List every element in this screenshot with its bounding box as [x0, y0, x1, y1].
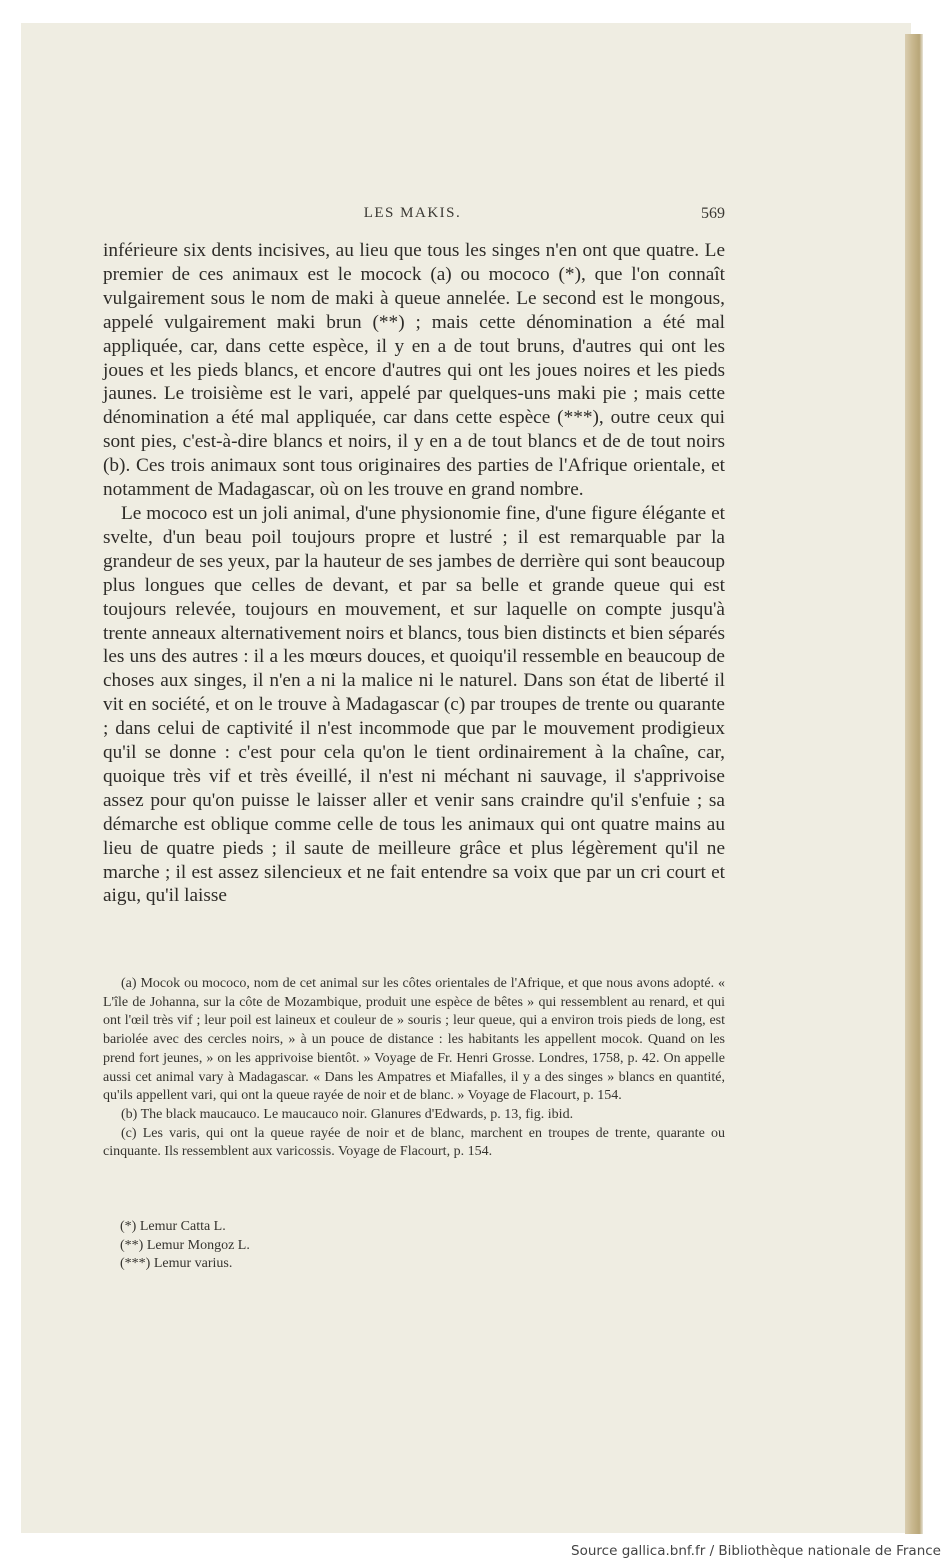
running-head [100, 205, 725, 225]
running-title: LES MAKIS. [363, 205, 462, 221]
synonym-note: (**) Lemur Mongoz L. [120, 1237, 250, 1253]
footnote-a: (a) Mocok ou mococo, nom de cet animal sur les côtes orientales de l'Afrique, et que nous avons adopté. « L'île de Johanna, sur la côte de Mozambique, produit une espèce de bêtes » qui ressemblent au renard, et qui ont l'œil très vif ; leur poil est laineux et couleur de » souris ; leur queue, qui a environ trois pieds de long, est bariolée avec des cercles noirs, » à un pouce de distance : les habitants les appellent mocok. Quand on les prend fort jeunes, » on les apprivoise bientôt. » Voyage de Fr. Henri Grosse. Londres, 1758, p. 42. On appelle aussi cet animal vary à Madagascar. « Dans les Ampatres et Miafalles, il y a des singes » blancs en quantité, qu'ils appellent vari, qui ont la queue rayée de noir et de blanc. » Voyage de Flacourt, p. 154. [103, 976, 725, 1104]
page-edge [905, 34, 923, 1534]
paragraph: Le mococo est un joli animal, d'une physionomie fine, d'une figure élégante et svelte, d'un beau poil toujours propre et lustré ; il est remarquable par la grandeur de ses yeux, par la hauteur de ses jambes de derrière qui sont beaucoup plus longues que celles de devant, et par sa belle et grande queue qui est toujours relevée, toujours en mouvement, et sur laquelle on compte jusqu'à trente anneaux alternativement noirs et blancs, tous bien distincts et bien séparés les uns des autres : il a les mœurs douces, et quoiqu'il ressemble en beaucoup de choses aux singes, il n'en a ni la malice ni le naturel. Dans son état de liberté il vit en société, et on le trouve à Madagascar (c) par troupes de trente ou quarante ; dans celui de captivité il n'est incommode que par le mouvement prodigieux qu'il se donne : c'est pour cela qu'on le tient ordinairement à la chaîne, car, quoique très vif et très éveillé, il n'est ni méchant ni sauvage, il s'apprivoise assez pour qu'on puisse le laisser aller et venir sans craindre qu'il s'enfuie ; sa démarche est oblique comme celle de tous les animaux qui ont quatre mains au lieu de quatre pieds ; il saute de meilleure grâce et plus légèrement qu'il ne marche ; il est assez silencieux et ne fait entendre sa voix que par un cri court et aigu, qu'il laisse [103, 502, 725, 907]
body-text [103, 239, 725, 908]
synonym-notes [120, 1218, 520, 1274]
page-number: 569 [701, 205, 725, 222]
source-credit: Source gallica.bnf.fr / Bibliothèque nationale de France [571, 1543, 941, 1559]
footnotes [103, 975, 725, 1162]
footnote-b: (b) The black maucauco. Le maucauco noir. Glanures d'Edwards, p. 13, fig. ibid. [121, 1106, 574, 1122]
synonym-note: (***) Lemur varius. [120, 1256, 233, 1272]
footnote-c: (c) Les varis, qui ont la queue rayée de noir et de blanc, marchent en troupes de trente, quarante ou cinquante. Ils ressemblent aux varicossis. Voyage de Flacourt, p. 154. [103, 1125, 725, 1160]
paragraph: inférieure six dents incisives, au lieu que tous les singes n'en ont que quatre. Le premier de ces animaux est le mocock (a) ou mococo (*), que l'on connaît vulgairement sous le nom de maki à queue annelée. Le second est le mongous, appelé vulgairement maki brun (**) ; mais cette dénomination a été mal appliquée, car, dans cette espèce, il y en a de tout bruns, d'autres qui ont les joues et les pieds blancs, et encore d'autres qui ont les joues noires et les pieds jaunes. Le troisième est le vari, appelé par quelques-uns maki pie ; mais cette dénomination a été mal appliquée, car dans cette espèce (***), outre ceux qui sont pies, c'est-à-dire blancs et noirs, il y en a de tout blancs et de de tout noirs (b). Ces trois animaux sont tous originaires des parties de l'Afrique orientale, et notamment de Madagascar, où on les trouve en grand nombre. [103, 240, 725, 501]
synonym-note: (*) Lemur Catta L. [120, 1219, 226, 1234]
